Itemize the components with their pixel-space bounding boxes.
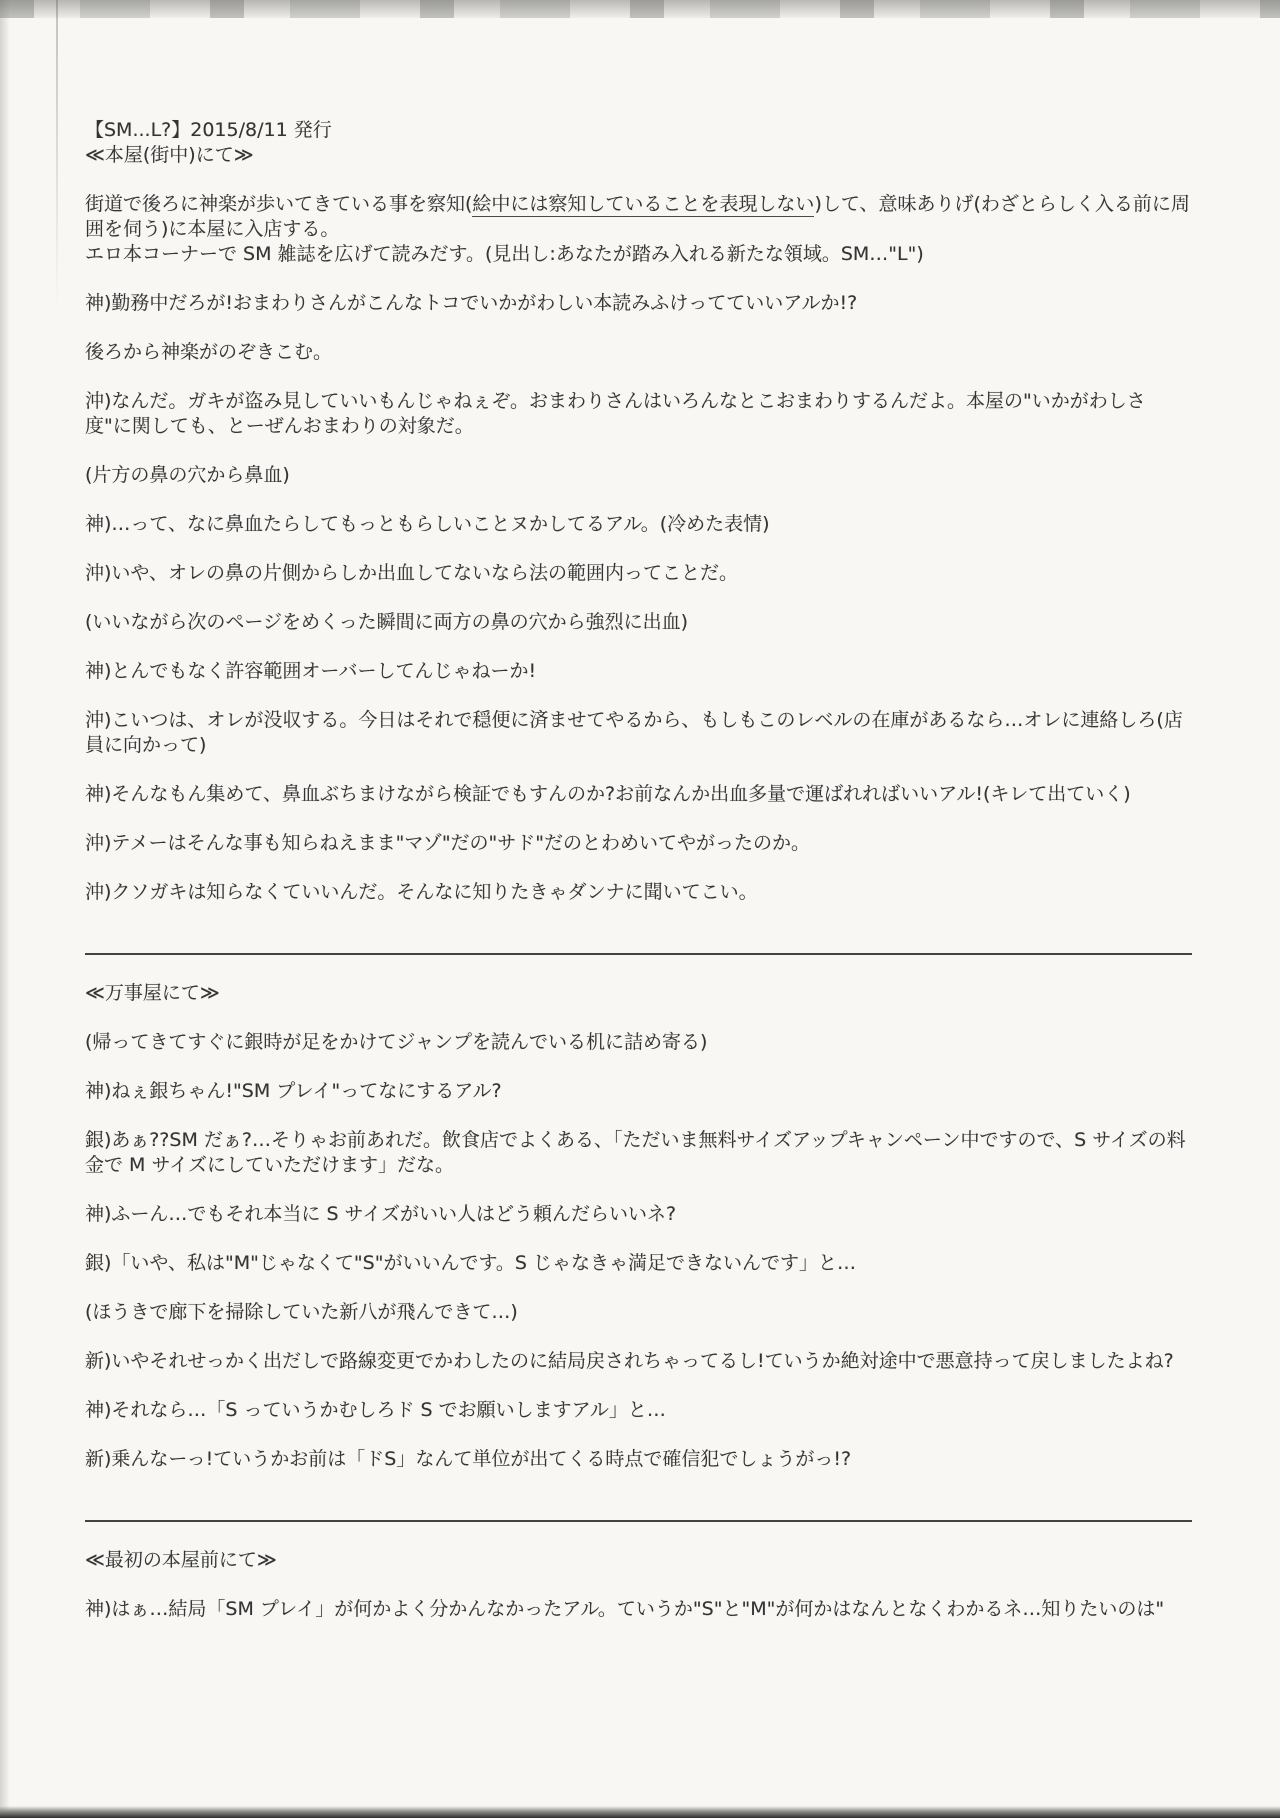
scan-edge-left <box>0 0 10 1818</box>
dialogue-line: 神)それなら…「S っていうかむしろド S でお願いしますアル」と… <box>85 1399 666 1421</box>
issue-title-line: 【SM...L?】2015/8/11 発行 <box>85 119 332 141</box>
dialogue-line: 新)乗んなーっ!ていうかお前は「ドS」なんて単位が出てくる時点で確信犯でしょうがっ!? <box>85 1448 852 1470</box>
dialogue-line: 沖)クソガキは知らなくていいんだ。そんなに知りたきゃダンナに聞いてこい。 <box>85 881 758 903</box>
scene-heading-yorozuya: ≪万事屋にて≫ <box>85 982 220 1004</box>
document-body <box>85 118 1192 1646</box>
dialogue-line: 沖)なんだ。ガキが盗み見していいもんじゃねぇぞ。おまわりさんはいろんなとこおまわりするんだよ。本屋の"いかがわしさ度"に関しても、とーぜんおまわりの対象だ。 <box>85 390 1146 437</box>
stage-direction: (ほうきで廊下を掃除していた新八が飛んできて…) <box>85 1301 518 1323</box>
dialogue-line: 神)勤務中だろが!おまわりさんがこんなトコでいかがわしい本読みふけってていいアルか!? <box>85 292 858 314</box>
dialogue-line: 沖)こいつは、オレが没収する。今日はそれで穏便に済ませてやるから、もしもこのレベルの在庫があるなら…オレに連絡しろ(店員に向かって) <box>85 709 1183 756</box>
dialogue-line: 神)はぁ…結局「SM プレイ」が何かよく分かんなかったアル。ていうか"S"と"M"が何かはなんとなくわかるネ…知りたいのは" <box>85 1598 1165 1620</box>
text-run: )して、意味ありげ(わざとらしく入る前に周囲を伺う)に本屋に入店する。 <box>85 193 1190 240</box>
stage-direction: (帰ってきてすぐに銀時が足をかけてジャンプを読んでいる机に詰め寄る) <box>85 1031 708 1053</box>
stage-direction: (いいながら次のページをめくった瞬間に両方の鼻の穴から強烈に出血) <box>85 611 689 633</box>
dialogue-line: 沖)テメーはそんな事も知らねえまま"マゾ"だの"サド"だのとわめいてやがったのか。 <box>85 832 811 854</box>
stage-direction-intro <box>85 192 1192 242</box>
dialogue-line: 新)いやそれせっかく出だしで路線変更でかわしたのに結局戻されちゃってるし!ていうか絶対途中で悪意持って戻しましたよね? <box>85 1350 1174 1372</box>
scan-edge-top <box>0 0 1280 18</box>
dialogue-line: 沖)いや、オレの鼻の片側からしか出血してないなら法の範囲内ってことだ。 <box>85 562 739 584</box>
scene-heading-bookstore: ≪本屋(街中)にて≫ <box>85 144 254 166</box>
dialogue-line: 神)…って、なに鼻血たらしてもっともらしいことヌかしてるアル。(冷めた表情) <box>85 513 770 535</box>
dialogue-line: 神)そんなもん集めて、鼻血ぶちまけながら検証でもすんのか?お前なんか出血多量で運ばれればいいアル!(キレて出ていく) <box>85 783 1131 805</box>
scan-edge-bottom <box>0 1806 1280 1818</box>
dialogue-line: 神)とんでもなく許容範囲オーバーしてんじゃねーか! <box>85 660 537 682</box>
scene-heading-first-bookstore: ≪最初の本屋前にて≫ <box>85 1549 277 1571</box>
scan-artifact-line <box>56 0 58 310</box>
underlined-text: 絵中には察知していることを表現しない <box>472 193 815 215</box>
stage-direction-intro-line2: エロ本コーナーで SM 雑誌を広げて読みだす。(見出し:あなたが踏み入れる新たな領域。SM…"L") <box>85 243 924 265</box>
dialogue-line: 神)ふーん…でもそれ本当に S サイズがいい人はどう頼んだらいいネ? <box>85 1203 677 1225</box>
dialogue-line: 銀)「いや、私は"M"じゃなくて"S"がいいんです。S じゃなきゃ満足できないんです」と… <box>85 1252 857 1274</box>
dialogue-line: 神)ねぇ銀ちゃん!"SM プレイ"ってなにするアル? <box>85 1080 502 1102</box>
text-run: 街道で後ろに神楽が歩いてきている事を察知( <box>85 193 473 215</box>
stage-direction: (片方の鼻の穴から鼻血) <box>85 464 290 486</box>
dialogue-line: 銀)あぁ??SM だぁ?…そりゃお前あれだ。飲食店でよくある、「ただいま無料サイズアップキャンペーン中ですので、S サイズの料金で M サイズにしていただけます」だな。 <box>85 1129 1186 1176</box>
section-divider <box>85 1520 1192 1522</box>
section-divider <box>85 953 1192 955</box>
stage-direction: 後ろから神楽がのぞきこむ。 <box>85 341 333 363</box>
